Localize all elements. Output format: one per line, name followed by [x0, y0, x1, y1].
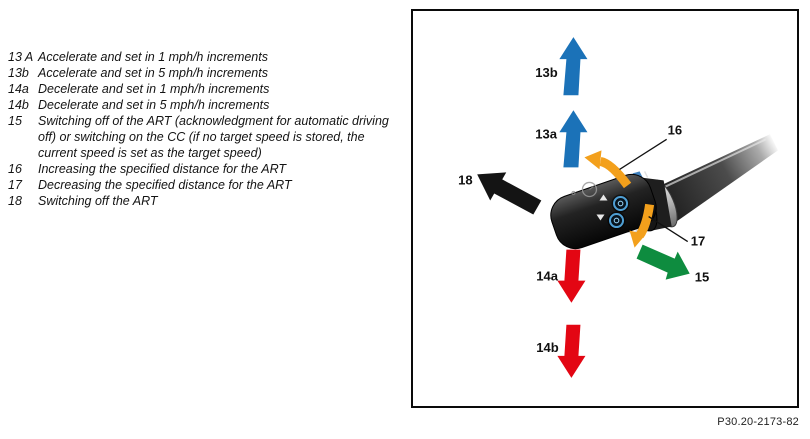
legend-item — [8, 161, 400, 177]
legend-item — [8, 65, 400, 81]
legend-item-key: 18 — [8, 194, 22, 208]
legend-item-text: Switching off of the ART (acknowledgment for automatic driving off) or switching on the CC (if no target speed is stored, the current speed is set as the target speed) — [38, 114, 389, 160]
label-16: 16 — [667, 122, 683, 138]
legend-item-text: Decelerate and set in 1 mph/h increments — [38, 82, 270, 96]
legend-item — [8, 81, 400, 97]
label-15: 15 — [694, 269, 710, 285]
legend-item — [8, 193, 400, 209]
legend-item — [8, 177, 400, 193]
legend-item-key: 16 — [8, 162, 22, 176]
accelerate-5mph-arrow — [559, 37, 587, 95]
control-stalk — [545, 134, 778, 254]
legend-item-key: 17 — [8, 178, 22, 192]
legend-item-text: Accelerate and set in 1 mph/h increments — [38, 50, 268, 64]
minus-speed-button-icon — [610, 214, 623, 227]
label-13a: 13a — [535, 126, 558, 142]
legend-item-text: Decelerate and set in 5 mph/h increments — [38, 98, 270, 112]
plus-speed-button-icon — [614, 197, 627, 210]
legend-item — [8, 113, 400, 161]
label-13b: 13b — [535, 65, 558, 81]
decelerate-5mph-arrow — [557, 325, 585, 378]
legend-item — [8, 49, 400, 65]
stalk-illustration — [413, 11, 797, 406]
legend — [8, 49, 400, 209]
legend-item-key: 14a — [8, 82, 29, 96]
legend-item-text: Accelerate and set in 5 mph/h increments — [38, 66, 268, 80]
label-18: 18 — [458, 172, 473, 188]
figure-number: P30.20-2173-82 — [717, 416, 799, 428]
legend-item-text: Switching off the ART — [38, 194, 158, 208]
legend-item-key: 15 — [8, 114, 22, 128]
label-14b: 14b — [536, 339, 559, 355]
legend-item-text: Increasing the specified distance for the ART — [38, 162, 287, 176]
legend-item-key: 13 A — [8, 50, 34, 64]
label-14a: 14a — [536, 268, 559, 284]
increase-distance-arrowhead — [584, 150, 601, 169]
leader-line-16 — [620, 139, 667, 169]
legend-item — [8, 97, 400, 113]
figure-frame — [411, 9, 799, 408]
decelerate-1mph-arrow — [557, 250, 585, 303]
legend-item-key: 14b — [8, 98, 29, 112]
legend-item-text: Decreasing the specified distance for the ART — [38, 178, 292, 192]
accelerate-1mph-arrow — [559, 110, 587, 167]
legend-item-key: 13b — [8, 66, 29, 80]
stalk-shaft — [661, 134, 778, 223]
cc-on-off-arrow — [637, 245, 690, 280]
art-off-arrow — [477, 172, 541, 214]
label-17: 17 — [690, 233, 706, 249]
